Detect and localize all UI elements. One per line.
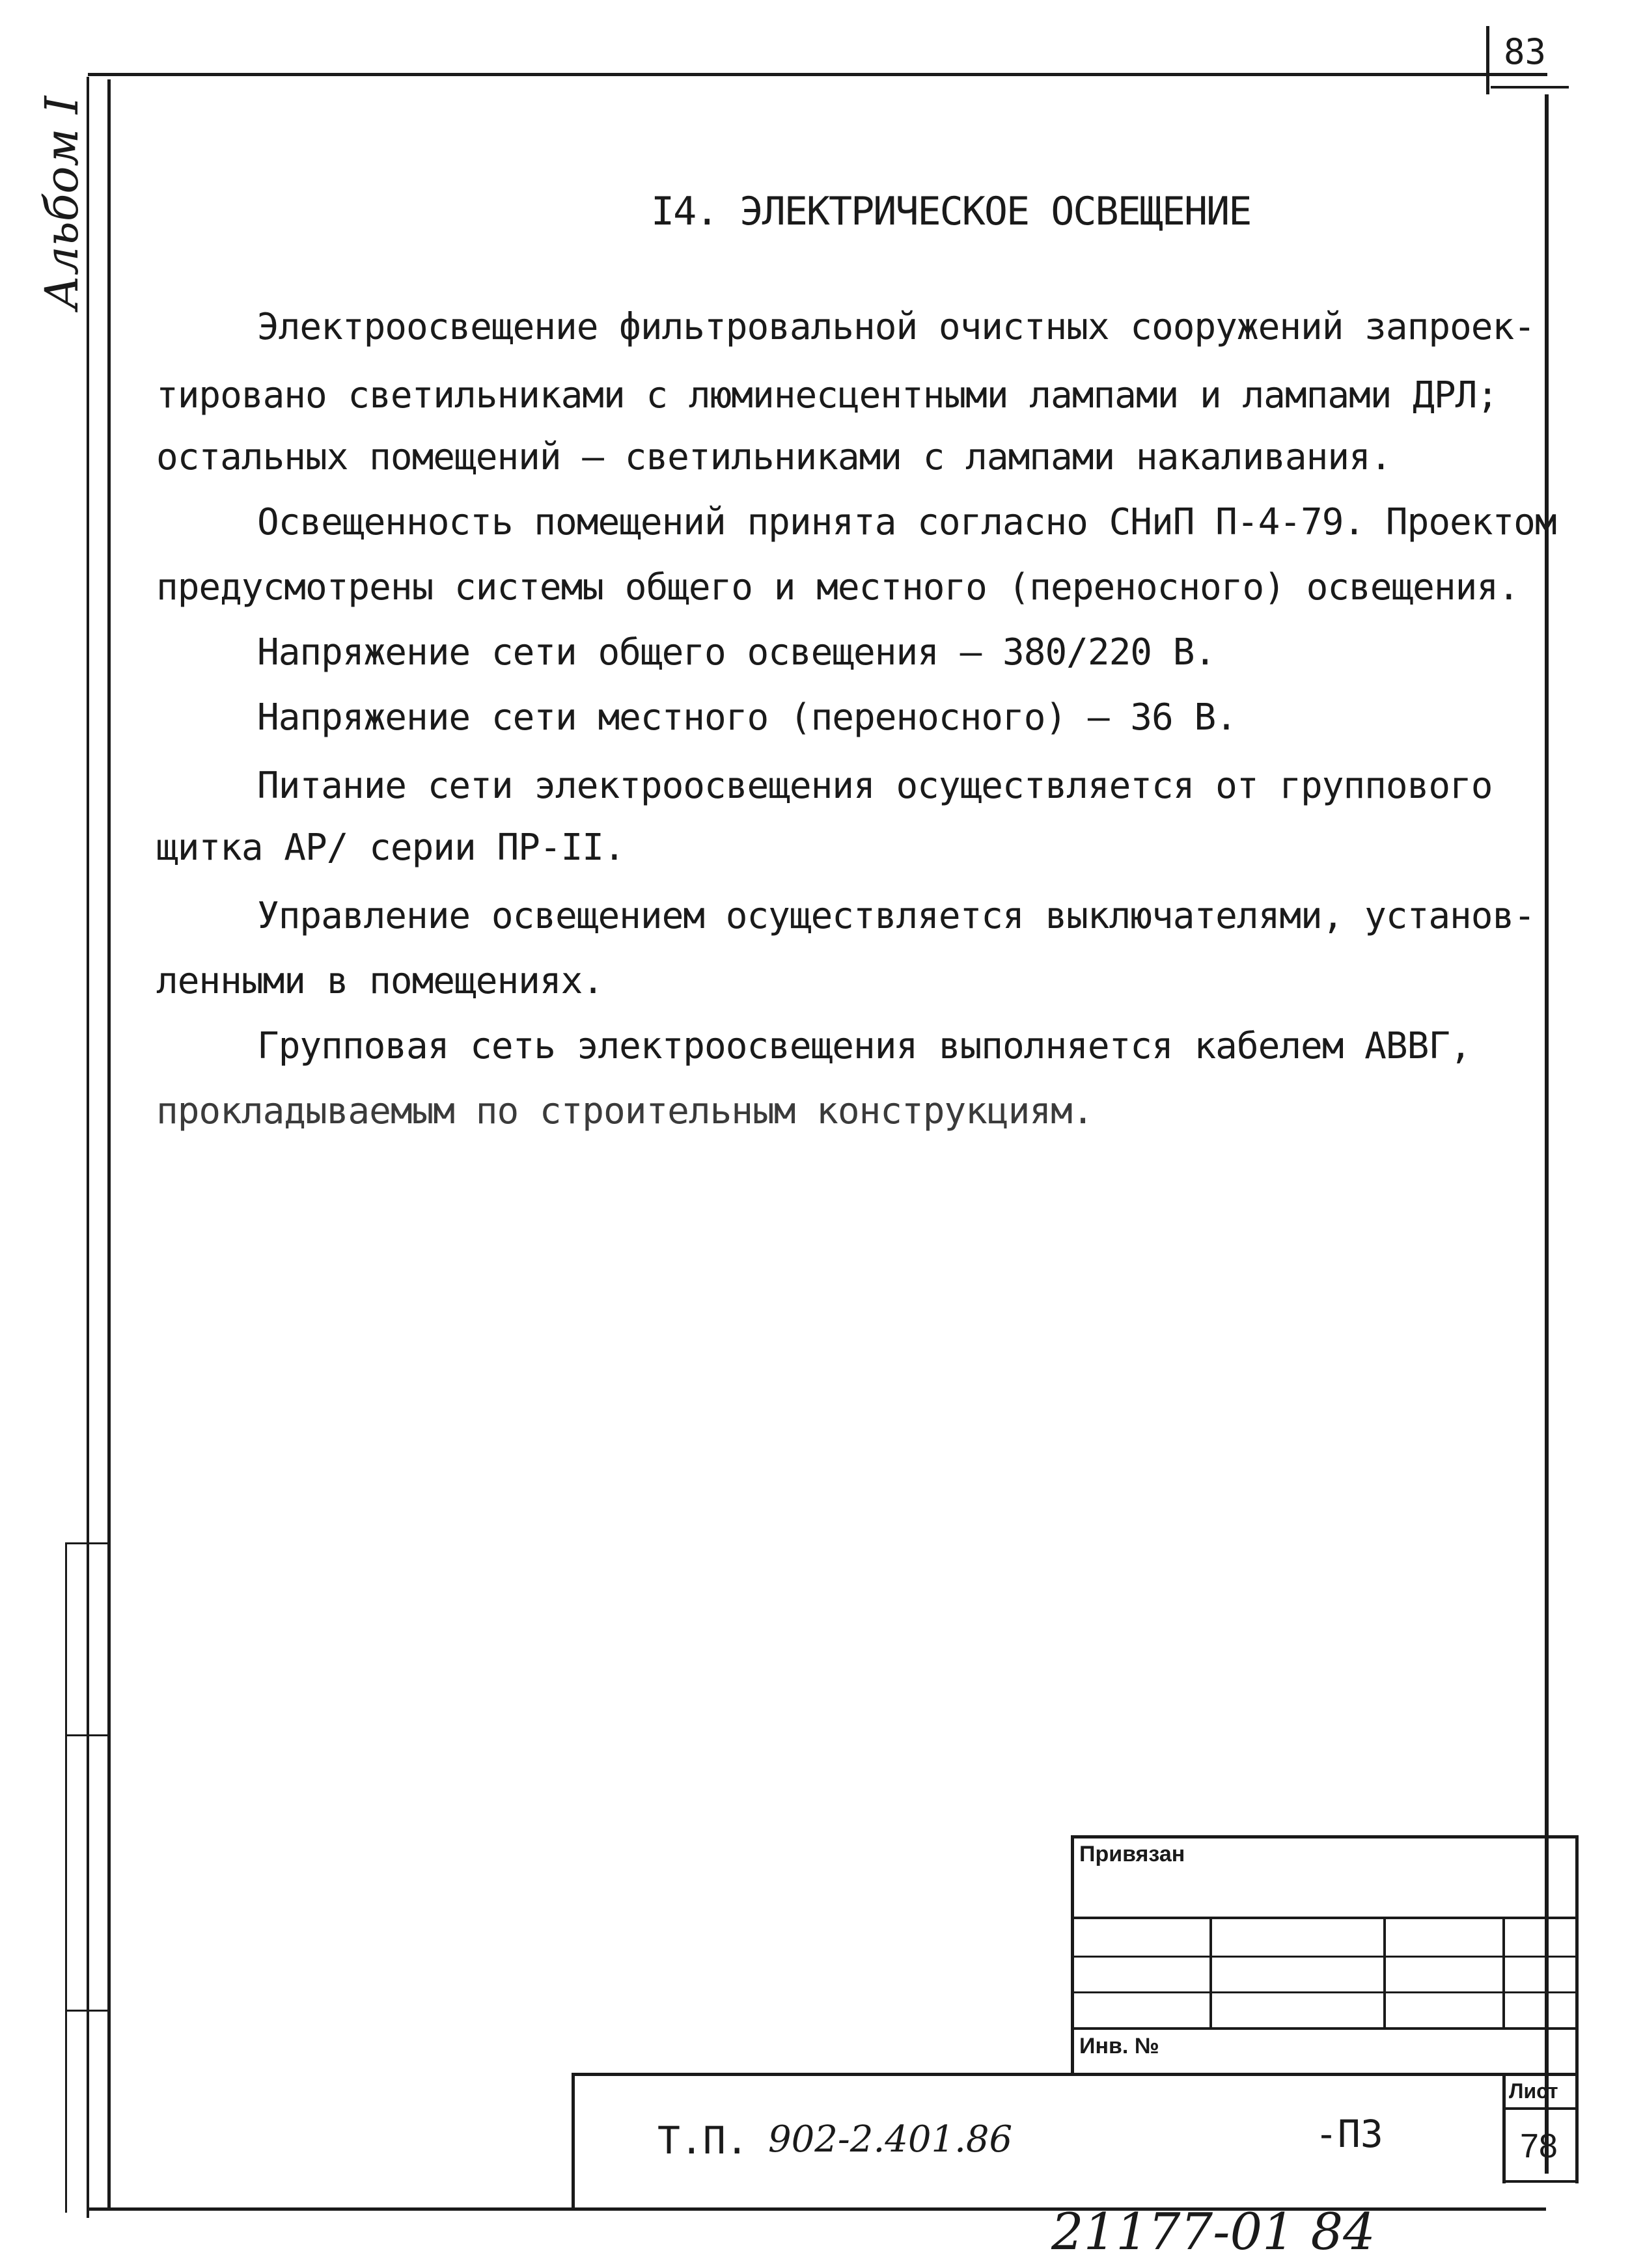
frame-left-outer: [87, 77, 89, 2218]
code-box-top: [572, 2073, 1579, 2076]
code-prefix: Т.П.: [657, 2118, 749, 2163]
code-box-left: [572, 2073, 575, 2211]
stamp-row-4: [1071, 2027, 1579, 2030]
frame-top: [88, 73, 1547, 76]
margin-box-left: [65, 1542, 67, 2213]
body-line: щитка АР/ серии ПР-II.: [156, 827, 625, 869]
sheet-row-divider: [1502, 2107, 1579, 2110]
frame-right: [1545, 94, 1549, 2174]
body-line: прокладываемым по строительным конструкциям.: [156, 1090, 1094, 1132]
margin-note: Альбом I: [35, 96, 89, 310]
body-line: Групповая сеть электроосвещения выполняется кабелем АВВГ,: [257, 1025, 1471, 1067]
body-line: Напряжение сети общего освещения – 380/220 В.: [257, 631, 1216, 674]
body-line: Электроосвещение фильтровальной очистных сооружений запроек-: [257, 306, 1535, 348]
body-line: Питание сети электроосвещения осуществляется от группового: [257, 765, 1493, 807]
margin-box-top: [65, 1542, 109, 1544]
section-heading: I4. ЭЛЕКТРИЧЕСКОЕ ОСВЕЩЕНИЕ: [651, 189, 1251, 234]
stamp-box-top: [1071, 1835, 1579, 1838]
body-line: Освещенность помещений принята согласно СНиП П-4-79. Проектом: [257, 501, 1556, 543]
bottom-note: 21177-01 84: [1051, 2203, 1375, 2261]
frame-left: [107, 79, 111, 2211]
margin-box-low: [65, 2010, 109, 2012]
body-line: предусмотрены системы общего и местного (переносного) освещения.: [156, 566, 1519, 608]
sheet-label: Лист: [1509, 2079, 1558, 2103]
bound-label: Привязан: [1079, 1842, 1185, 1866]
stamp-col-2: [1383, 1917, 1386, 2027]
body-line: ленными в помещениях.: [156, 960, 604, 1002]
stamp-col-3: [1502, 1917, 1505, 2027]
body-line: Напряжение сети местного (переносного) – 36 В.: [257, 696, 1237, 739]
code-suffix: -ПЗ: [1315, 2112, 1383, 2156]
stamp-box-right: [1575, 1835, 1579, 2083]
page-number-tick: [1486, 26, 1489, 94]
sheet-number: 78: [1520, 2127, 1558, 2165]
page-number: 83: [1504, 31, 1547, 72]
code-number: 902-2.401.86: [768, 2118, 1013, 2161]
body-line: тировано светильниками с люминесцентными лампами и лампами ДРЛ;: [156, 374, 1499, 417]
sheet-box-bottom: [1502, 2180, 1579, 2183]
body-line: Управление освещением осуществляется выключателями, установ-: [257, 895, 1535, 937]
inv-label: Инв. №: [1079, 2034, 1159, 2058]
frame-top-right-dash: [1491, 86, 1569, 89]
sheet-col-left: [1502, 2073, 1506, 2183]
sheet-box-right: [1575, 2073, 1579, 2183]
margin-box-mid: [65, 1734, 109, 1736]
body-line: остальных помещений – светильниками с лампами накаливания.: [156, 436, 1392, 478]
stamp-col-1: [1209, 1917, 1212, 2027]
